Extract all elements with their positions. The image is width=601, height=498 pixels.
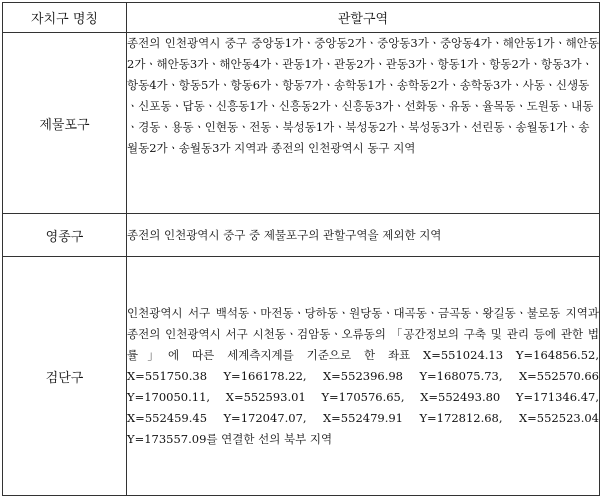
- jurisdiction-text: 종전의 인천광역시 중구 중앙동1가ㆍ중앙동2가ㆍ중앙동3가ㆍ중앙동4가ㆍ해안동1가ㆍ해안동2가ㆍ해안동3가ㆍ해안동4가ㆍ관동1가ㆍ관동2가ㆍ관동3가ㆍ항동1가ㆍ항동2가ㆍ항동3가ㆍ항동4가ㆍ항동5가ㆍ항동6가ㆍ항동7가ㆍ송학동1가ㆍ송학동2가ㆍ송학동3가ㆍ사동ㆍ신생동ㆍ신포동ㆍ답동ㆍ신흥동1가ㆍ신흥동2가ㆍ신흥동3가ㆍ선화동ㆍ유동ㆍ율목동ㆍ도원동ㆍ내동ㆍ경동ㆍ용동ㆍ인현동ㆍ전동ㆍ북성동1가ㆍ북성동2가ㆍ북성동3가ㆍ선린동ㆍ송월동1가ㆍ송월동2가ㆍ송월동3가 지역과 종전의 인천광역시 동구 지역: [127, 36, 599, 155]
- jurisdiction-text: 인천광역시 서구 백석동ㆍ마전동ㆍ당하동ㆍ원당동ㆍ대곡동ㆍ금곡동ㆍ왕길동ㆍ불로동 지역과 종전의 인천광역시 서구 시천동ㆍ검암동ㆍ오류동의 「공간정보의 구축 및 관리 등에 관한 법률」에 따른 세계측지계를 기준으로 한 좌표 X=551024.13 Y=164856.52, X=551750.38 Y=166178.22, X=552396.98 Y=168075.73, X=552570.66 Y=170050.11, X=552593.01 Y=170576.65, X=552493.80 Y=171346.47, X=552459.45 Y=172047.07, X=552479.91 Y=172812.68, X=552523.04 Y=173557.09를 연결한 선의 북부 지역: [127, 305, 599, 446]
- header-district-name: 자치구 명칭: [3, 3, 127, 33]
- jurisdiction-table: [2, 2, 600, 496]
- jurisdiction-geomdan: [127, 257, 600, 496]
- jurisdiction-text: 종전의 인천광역시 중구 중 제물포구의 관할구역을 제외한 지역: [127, 227, 442, 242]
- table-row: [3, 33, 600, 214]
- table-row: [3, 214, 600, 257]
- jurisdiction-yeongjong: [127, 214, 600, 257]
- header-jurisdiction: 관할구역: [127, 3, 600, 33]
- district-name-yeongjong: 영종구: [3, 214, 127, 257]
- district-name-geomdan: 검단구: [3, 257, 127, 496]
- table-header-row: [3, 3, 600, 33]
- district-name-jemulpo: 제물포구: [3, 33, 127, 214]
- jurisdiction-jemulpo: [127, 33, 600, 214]
- table-row: [3, 257, 600, 496]
